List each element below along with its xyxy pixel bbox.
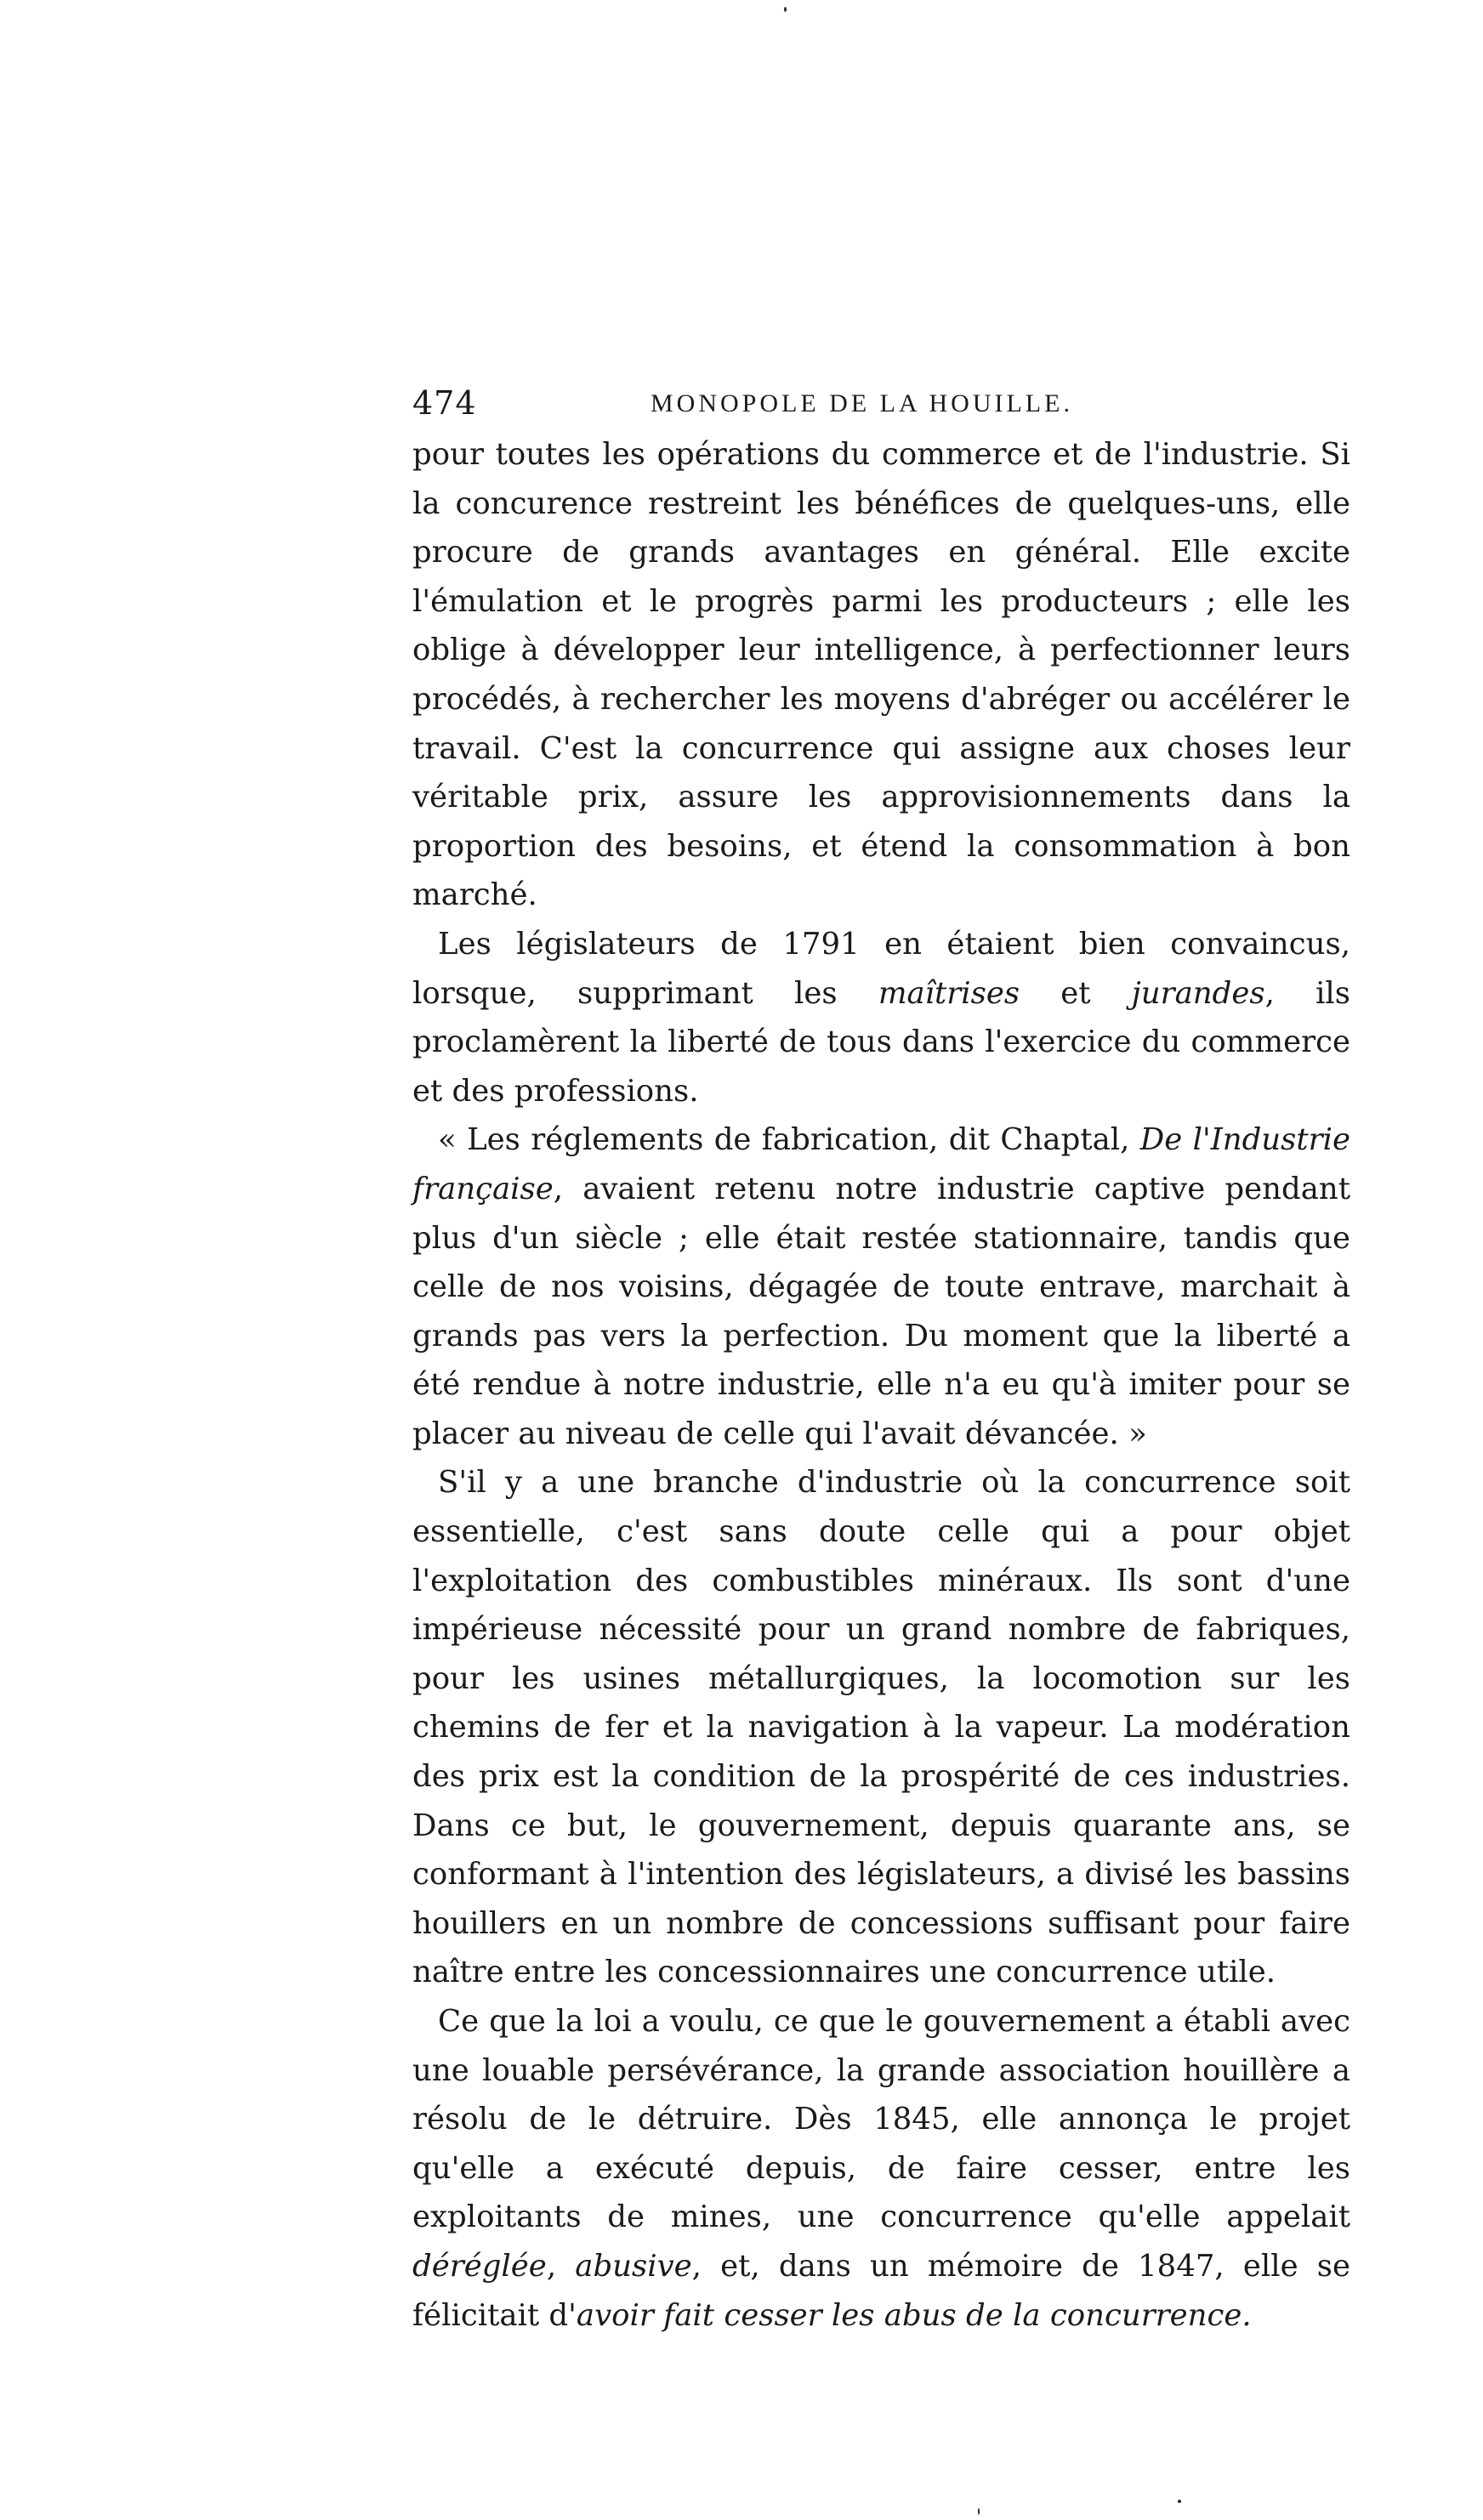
italic-term-maitrises: maîtrises: [878, 975, 1020, 1011]
scan-speck: [1178, 2500, 1181, 2503]
page-header: [412, 384, 1365, 435]
paragraph-5-text: Ce que la loi a voulu, ce que le gouvernement a établi avec une louable persévérance, la grande association houillère a résolu de le détruire. Dès 1845, elle annonça le projet qu'elle a exécuté depuis, de faire cesser, entre les exploitants de mines, une concurrence qu'elle appelait: [412, 2004, 1350, 2235]
paragraph-5: [412, 1997, 1350, 2340]
scan-speck: [784, 7, 787, 12]
scan-speck: [978, 2508, 980, 2515]
body-text: [412, 430, 1350, 2340]
paragraph-1-text: pour toutes les opérations du commerce et de l'industrie. Si la concurence restreint les bénéfices de quelques-uns, elle procure de grands avantages en général. Elle excite l'émulation et le progrès parmi les producteurs ; elle les oblige à développer leur intelligence, à perfectionner leurs procédés, à rechercher les moyens d'abréger ou accélérer le travail. C'est la concurrence qui assigne aux choses leur véritable prix, assure les approvisionnements dans la proportion des besoins, et étend la consommation à bon marché.: [412, 437, 1350, 913]
paragraph-4: [412, 1458, 1350, 1997]
page-number: 474: [412, 384, 477, 422]
italic-quote-concurrence: avoir fait cesser les abus de la concurrence.: [576, 2297, 1252, 2333]
paragraph-3-text: « Les réglements de fabrication, dit Chaptal,: [438, 1122, 1140, 1158]
paragraph-3-text: , avaient retenu notre industrie captive pendant plus d'un siècle ; elle était restée stationnaire, tandis que celle de nos voisins, dégagée de toute entrave, marchait à grands pas vers la perfection. Du moment que la liberté a été rendue à notre industrie, elle n'a eu qu'à imiter pour se placer au niveau de celle qui l'avait dévancée. »: [412, 1171, 1350, 1451]
paragraph-2-text: Les législateurs de 1791 en étaient bien convaincus, lorsque, supprimant les: [412, 926, 1350, 1011]
paragraph-2: [412, 920, 1350, 1115]
paragraph-5-text: ,: [546, 2248, 576, 2284]
running-title: MONOPOLE DE LA HOUILLE.: [651, 389, 1073, 417]
italic-term-dereglee: déréglée: [412, 2248, 547, 2284]
paragraph-4-text: S'il y a une branche d'industrie où la concurrence soit essentielle, c'est sans doute celle qui a pour objet l'exploitation des combustibles minéraux. Ils sont d'une impérieuse nécessité pour un grand nombre de fabriques, pour les usines métallurgiques, la locomotion sur les chemins de fer et la navigation à la vapeur. La modération des prix est la condition de la prospérité de ces industries. Dans ce but, le gouvernement, depuis quarante ans, se conformant à l'intention des législateurs, a divisé les bassins houillers en un nombre de concessions suffisant pour faire naître entre les concessionnaires une concurrence utile.: [412, 1465, 1350, 1990]
paragraph-5-text: , et, dans un mémoire de 1847, elle se félicitait d': [412, 2248, 1350, 2333]
italic-book-title: De l'Industrie française: [412, 1122, 1350, 1206]
italic-term-jurandes: jurandes: [1131, 975, 1265, 1011]
paragraph-1: [412, 430, 1350, 920]
italic-term-abusive: abusive: [575, 2248, 692, 2284]
paragraph-2-text: , ils proclamèrent la liberté de tous dans l'exercice du commerce et des professions.: [412, 975, 1350, 1109]
paragraph-2-text: et: [1020, 975, 1132, 1011]
paragraph-3: [412, 1115, 1350, 1458]
